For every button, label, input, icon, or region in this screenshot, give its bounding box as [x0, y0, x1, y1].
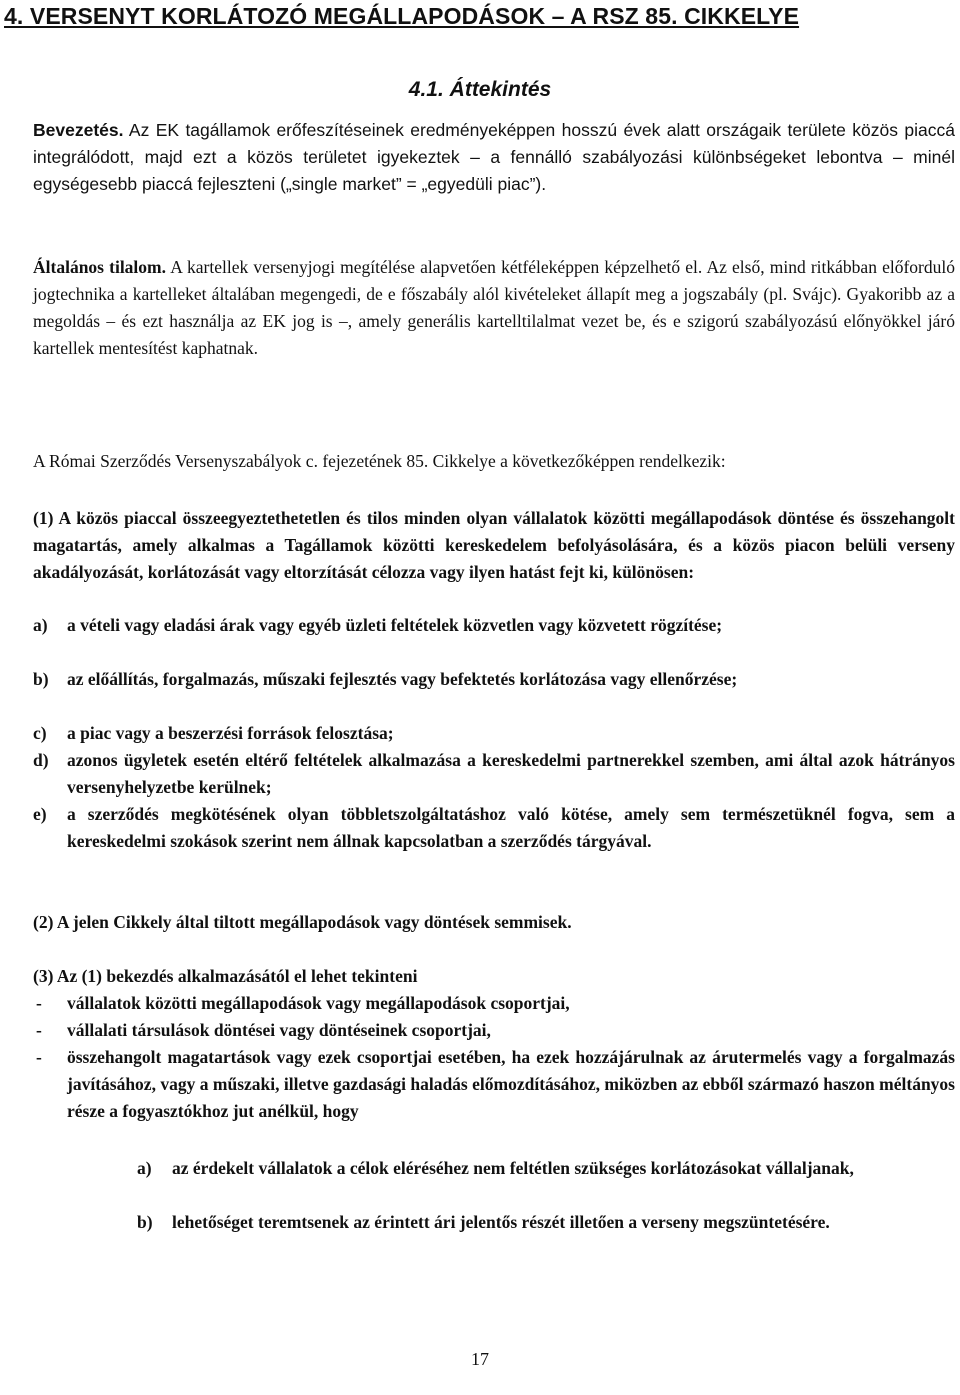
list-item-label: e) — [33, 804, 47, 824]
article-paragraph-1: (1) A közös piaccal összeegyeztethetetlen és tilos minden olyan vállalatok közötti megállapodások döntése és összehangolt magatartás, amely alkalmas a Tagállamok közötti kereskedelem befolyásolására, és a közös piacon belüli verseny akadályozását, korlátozását vagy eltorzítását célozza vagy ilyen hatást fejt ki, különösen: — [33, 508, 955, 582]
dash-item: vállalatok közötti megállapodások vagy megállapodások csoportjai, — [67, 993, 570, 1013]
list-item: azonos ügyletek esetén eltérő feltételek alkalmazása a kereskedelmi partnerekkel szemben, ami által azok hátrányos versenyhelyzetbe kerülnek; — [67, 750, 955, 797]
intro-paragraph — [33, 117, 955, 198]
list-item: a piac vagy a beszerzési források felosztása; — [67, 723, 394, 743]
dash-item: összehangolt magatartások vagy ezek csoportjai esetében, ha ezek hozzájárulnak az árutermelés vagy a forgalmazás javításához, vagy a műszaki, illetve gazdasági haladás előmozdításához, miközben az ebből származó haszon méltányos része a fogyasztókhoz jut anélkül, hogy — [67, 1047, 955, 1121]
article-paragraph-3: (3) Az (1) bekezdés alkalmazásától el lehet tekinteni — [33, 966, 418, 986]
dash-label: - — [36, 1020, 42, 1040]
general-text: A kartellek versenyjogi megítélése alapvetően kétféleképpen képzelhető el. Az első, mind ritkábban előforduló jogtechnika a kartelleket általában megengedi, de e főszabály alól kivételeket állapít meg a jogszabály (pl. Svájc). Gyakoribb az a megoldás – és ezt használja az EK jog is –, amely generális kartelltilalmat vezet be, és e szigorú szabályozású előnyökkel járó kartellek mentesítést kaphatnak. — [33, 257, 955, 358]
list-item: az előállítás, forgalmazás, műszaki fejlesztés vagy befektetés korlátozása vagy ellenőrzése; — [67, 669, 738, 689]
article-paragraph-2: (2) A jelen Cikkely által tiltott megállapodások vagy döntések semmisek. — [33, 912, 572, 932]
sub-item: az érdekelt vállalatok a célok eléréséhez nem feltétlen szükséges korlátozásokat vállaljanak, — [172, 1158, 854, 1178]
list-item-label: a) — [33, 615, 48, 635]
rome-paragraph — [33, 448, 955, 475]
rome-text: A Római Szerződés Versenyszabályok c. fejezetének 85. Cikkelye a következőképpen rendelkezik: — [33, 451, 726, 471]
dash-item: vállalati társulások döntései vagy döntéseinek csoportjai, — [67, 1020, 491, 1040]
list-item-label: c) — [33, 723, 47, 743]
list-item-label: d) — [33, 750, 49, 770]
sub-item-label: b) — [137, 1212, 153, 1232]
list-item: a vételi vagy eladási árak vagy egyéb üzleti feltételek közvetlen vagy közvetett rögzítése; — [67, 615, 723, 635]
intro-lead: Bevezetés. — [33, 120, 124, 140]
list-item-label: b) — [33, 669, 49, 689]
intro-text: Az EK tagállamok erőfeszítéseinek eredményeképpen hosszú évek alatt országaik területe közös piaccá integrálódott, majd ezt a közös területet igyekeztek – a fennálló szabályozási különbségeket lebontva – minél egységesebb piaccá fejleszteni („single market” = „egyedüli piac”). — [33, 120, 955, 194]
dash-label: - — [36, 1047, 42, 1067]
list-item: a szerződés megkötésének olyan többletszolgáltatáshoz való kötése, amely sem természetüknél fogva, sem a kereskedelmi szokások szerint nem állnak kapcsolatban a szerződés tárgyával. — [67, 804, 955, 851]
sub-item: lehetőséget teremtsenek az érintett ári jelentős részét illetően a verseny megszüntetésére. — [172, 1212, 830, 1232]
page-number: 17 — [471, 1349, 489, 1369]
chapter-heading: 4. VERSENYT KORLÁTOZÓ MEGÁLLAPODÁSOK – A RSZ 85. CIKKELYE — [4, 3, 800, 29]
general-lead: Általános tilalom. — [33, 257, 166, 277]
general-paragraph — [33, 254, 955, 362]
section-heading: 4.1. Áttekintés — [408, 78, 552, 101]
sub-item-label: a) — [137, 1158, 152, 1178]
dash-label: - — [36, 993, 42, 1013]
